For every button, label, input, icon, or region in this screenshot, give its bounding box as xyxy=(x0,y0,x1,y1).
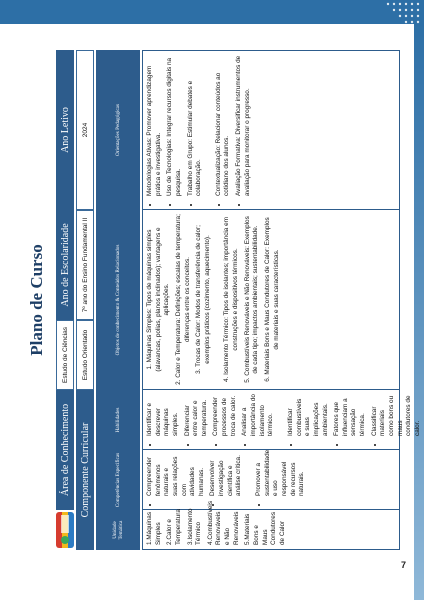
unidade-item: 3.Isolamento Térmico xyxy=(186,508,203,545)
orientacao-item: • Trabalho em Grupo: Estimular debates e colaboração. xyxy=(187,55,204,196)
habilidade-item: • Analisar a importância do isolamento térmico. xyxy=(241,394,276,436)
col-header-objetos: Objetos de conhecimento & Conteúdos Relacionados xyxy=(96,210,140,390)
competencias-cell xyxy=(143,449,399,509)
objeto-item: 3. Trocas de Calor: Modos de transferência de calor; exemplos práticos (cozimento, aquecimento). xyxy=(195,225,211,374)
page-number: 7 xyxy=(400,560,406,570)
col-header-unidade: Unidade Temática xyxy=(96,510,140,550)
objeto-item: 1. Máquinas Simples: Tipos de máquinas simples (alavancas, polias, planos inclinados); vantagens e aplicações. xyxy=(146,227,171,372)
orientacao-item: • Avaliação Formativa: Diversificar instrumentos de avaliação para monitorar o progresso. xyxy=(235,55,252,196)
ano-escolaridade-value: 7º ano do Ensino Fundamental II xyxy=(76,210,94,320)
page-title: Plano de Curso xyxy=(27,244,46,356)
area-value: Estudo de Ciências xyxy=(56,320,74,390)
habilidades-cell xyxy=(143,389,421,449)
objeto-item: 6. Materiais Bons e Maus Condutores de Calor: Exemplos de materiais e suas características. xyxy=(264,217,280,382)
objeto-item: 2. Calor e Temperatura: Definições; escalas de temperatura; diferenças entre os conceitos. xyxy=(174,214,191,385)
habilidade-item: • Fatores que influenciam a sensação térmica. xyxy=(333,394,368,436)
objeto-item: 4. Isolamento Térmico: Tipos de isolantes; importância em construções e dispositivos térmicos. xyxy=(223,216,240,383)
orientacao-item: • Metodologias Ativas: Promover aprendizagem prática e investigativa. xyxy=(146,55,163,196)
competencia-item: • Promover a sustentabilidade e uso responsável de recursos naturais. xyxy=(255,454,307,496)
orientacao-item: • Uso de Tecnologias: Integrar recursos digitais na pesquisa. xyxy=(166,55,183,196)
competencia-item: • Desenvolver investigação científica e análise crítica. xyxy=(209,454,244,496)
col-header-habilidades: Habilidades xyxy=(96,390,140,450)
unidade-item: 1.Máquinas Simples xyxy=(146,511,162,545)
col-header-competencias: Competências Específicas xyxy=(96,450,140,510)
habilidade-item: • Compreender processos de troca de calor. xyxy=(212,394,238,436)
content-grid xyxy=(142,50,421,550)
habilidade-item: • Identificar e descrever máquinas simples. xyxy=(146,394,181,436)
componente-value: Estudo Orientado xyxy=(76,320,94,390)
col-header-orientacoes: Orientações Pedagógicas xyxy=(96,50,140,210)
objeto-item: 5. Combustíveis Renováveis e Não Renováveis: Exemplos de cada tipo; impactos ambientais; sustentabilidade. xyxy=(243,216,260,383)
unidade-item: 2.Calor e Temperatura xyxy=(166,509,182,545)
competencia-item: • Compreender fenômenos naturais e suas relações com atividades humanas. xyxy=(146,454,206,496)
habilidade-item: • Diferenciar entre calor e temperatura. xyxy=(184,394,210,436)
area-label: Área de Conhecimento xyxy=(56,390,74,510)
ano-escolaridade-label: Ano de Escolaridade xyxy=(56,210,74,320)
componente-label: Componente Curricular xyxy=(76,390,94,550)
habilidade-item: • Identificar combustíveis e suas implicações ambientais. xyxy=(287,394,330,436)
objetos-cell xyxy=(143,209,399,389)
unidade-item: 5.Materiais Bons e Maus Condutores de Calor xyxy=(244,511,286,545)
school-logo xyxy=(56,512,74,548)
side-band xyxy=(414,24,424,600)
orientacoes-cell xyxy=(143,51,399,209)
unidade-item: 4.Combustíveis Renováveis e Não Renováveis xyxy=(206,500,240,545)
habilidade-item: • Classificar materiais como bons ou maus condutores de calor. xyxy=(371,394,423,436)
ano-letivo-value: 2024 xyxy=(76,50,94,210)
orientacao-item: • Contextualização: Relacionar conteúdos ao cotidiano dos alunos. xyxy=(215,55,232,196)
ano-letivo-label: Ano Letivo xyxy=(56,50,74,210)
dot-pattern-decoration xyxy=(344,0,424,24)
unidade-cell xyxy=(143,500,399,549)
course-plan-sheet xyxy=(22,50,421,550)
